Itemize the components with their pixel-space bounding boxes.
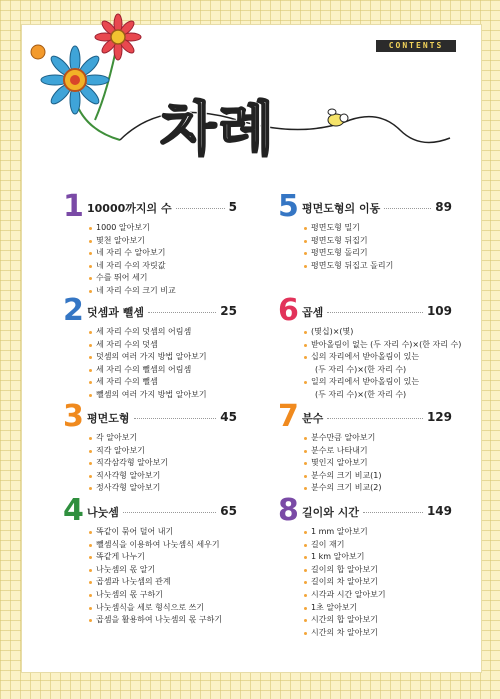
- toc-section-7: [278, 399, 452, 495]
- topic-list: [63, 326, 237, 402]
- topic-item: 분수의 크기 비교(2): [303, 482, 452, 495]
- topic-item: 1000 알아보기: [88, 222, 237, 235]
- topic-list: [63, 432, 237, 495]
- chapter-title: 길이와 시간: [302, 506, 359, 519]
- topic-item: 세 자리 수의 뺄셈: [88, 376, 237, 389]
- chapter-number: 1: [63, 189, 84, 224]
- page-number: 25: [220, 304, 237, 318]
- topic-list: [63, 526, 237, 627]
- chapter-title: 분수: [302, 412, 324, 425]
- chapter-number: 5: [278, 189, 299, 224]
- bee-icon: [328, 109, 348, 126]
- topic-item: 분수로 나타내기: [303, 445, 452, 458]
- leader-dots: [384, 208, 431, 209]
- topic-item: 분수만큼 알아보기: [303, 432, 452, 445]
- topic-item: 세 자리 수의 덧셈의 어림셈: [88, 326, 237, 339]
- page-number: 89: [435, 200, 452, 214]
- section-heading[interactable]: [63, 493, 237, 528]
- chapter-title: 덧셈과 뺄셈: [87, 306, 144, 319]
- big-flower-icon: [41, 46, 109, 114]
- bud-icon: [31, 45, 45, 59]
- section-heading[interactable]: [63, 293, 237, 328]
- toc-section-1: [63, 189, 237, 298]
- page-title: 차례: [160, 95, 277, 163]
- topic-item: 시간의 차 알아보기: [303, 627, 452, 640]
- toc-section-3: [63, 399, 237, 495]
- section-heading[interactable]: [278, 189, 452, 224]
- chapter-title: 평면도형의 이동: [302, 202, 381, 215]
- topic-item: 나눗셈식을 세로 형식으로 쓰기: [88, 602, 237, 615]
- topic-item: 일의 자리에서 받아올림이 있는: [303, 376, 452, 389]
- topic-item: 나눗셈의 몫 구하기: [88, 589, 237, 602]
- topic-item: 분수의 크기 비교(1): [303, 470, 452, 483]
- topic-item: 세 자리 수의 뺄셈의 어림셈: [88, 364, 237, 377]
- topic-list: [278, 526, 452, 639]
- section-heading[interactable]: [278, 493, 452, 528]
- topic-item: 1 mm 알아보기: [303, 526, 452, 539]
- topic-item: 길이 재기: [303, 539, 452, 552]
- topic-item: 직사각형 알아보기: [88, 470, 237, 483]
- leader-dots: [148, 312, 216, 313]
- page-number: 65: [220, 504, 237, 518]
- chapter-number: 6: [278, 293, 299, 328]
- small-flower-icon: [95, 14, 141, 60]
- page-number: 109: [426, 304, 452, 318]
- topic-item: 몇천 알아보기: [88, 235, 237, 248]
- topic-item: 네 자리 수 알아보기: [88, 247, 237, 260]
- topic-item: 네 자리 수의 크기 비교: [88, 285, 237, 298]
- section-heading[interactable]: [278, 399, 452, 434]
- topic-item: 덧셈의 여러 가지 방법 알아보기: [88, 351, 237, 364]
- topic-item: 뺄셈의 여러 가지 방법 알아보기: [88, 389, 237, 402]
- topic-item: 곱셈과 나눗셈의 관계: [88, 576, 237, 589]
- leader-dots: [134, 418, 216, 419]
- topic-item: 받아올림이 없는 (두 자리 수)×(한 자리 수): [303, 339, 452, 352]
- page-number: 149: [426, 504, 452, 518]
- toc-section-2: [63, 293, 237, 402]
- topic-item: 몇인지 알아보기: [303, 457, 452, 470]
- toc-section-5: [278, 189, 452, 272]
- section-heading[interactable]: [63, 399, 237, 434]
- topic-list: [278, 432, 452, 495]
- chapter-number: 7: [278, 399, 299, 434]
- topic-list: [63, 222, 237, 298]
- chapter-title: 평면도형: [87, 412, 130, 425]
- topic-item: 직각삼각형 알아보기: [88, 457, 237, 470]
- topic-item: 네 자리 수의 자릿값: [88, 260, 237, 273]
- leader-dots: [327, 418, 423, 419]
- topic-item: 각 알아보기: [88, 432, 237, 445]
- topic-item: 평면도형 밀기: [303, 222, 452, 235]
- topic-list: [278, 326, 462, 402]
- section-heading[interactable]: [278, 293, 452, 328]
- topic-item: 세 자리 수의 덧셈: [88, 339, 237, 352]
- chapter-title: 곱셈: [302, 306, 324, 319]
- topic-item: (두 자리 수)×(한 자리 수): [315, 364, 407, 374]
- leader-dots: [123, 512, 216, 513]
- leader-dots: [327, 312, 423, 313]
- chapter-number: 3: [63, 399, 84, 434]
- leader-dots: [363, 512, 423, 513]
- topic-item: 곱셈을 활용하여 나눗셈의 몫 구하기: [88, 614, 237, 627]
- topic-item: 시간의 합 알아보기: [303, 614, 452, 627]
- topic-item: (몇십)×(몇): [303, 326, 452, 339]
- chapter-title: 10000까지의 수: [87, 202, 172, 215]
- page-number: 5: [228, 200, 237, 214]
- page-number: 45: [220, 410, 237, 424]
- topic-item: 똑같이 묶어 덜어 내기: [88, 526, 237, 539]
- topic-item: (두 자리 수)×(한 자리 수): [315, 389, 407, 399]
- chapter-title: 나눗셈: [87, 506, 119, 519]
- leader-dots: [176, 208, 225, 209]
- page-number: 129: [426, 410, 452, 424]
- topic-item: 정사각형 알아보기: [88, 482, 237, 495]
- topic-item: 나눗셈의 몫 알기: [88, 564, 237, 577]
- topic-item: 똑같게 나누기: [88, 551, 237, 564]
- chapter-number: 2: [63, 293, 84, 328]
- topic-item: 평면도형 뒤집기: [303, 235, 452, 248]
- chapter-number: 4: [63, 493, 84, 528]
- topic-item: 뺄셈식을 이용하여 나눗셈식 세우기: [88, 539, 237, 552]
- toc-section-6: [278, 293, 462, 402]
- topic-item: 평면도형 뒤집고 돌리기: [303, 260, 452, 273]
- toc-section-4: [63, 493, 237, 627]
- chapter-number: 8: [278, 493, 299, 528]
- topic-list: [278, 222, 452, 272]
- topic-item: 1초 알아보기: [303, 602, 452, 615]
- topic-item: 길이의 합 알아보기: [303, 564, 452, 577]
- topic-item: 수를 뛰어 세기: [88, 272, 237, 285]
- topic-item: 십의 자리에서 받아올림이 있는: [303, 351, 452, 364]
- topic-item: 시각과 시간 알아보기: [303, 589, 452, 602]
- topic-item: 평면도형 돌리기: [303, 247, 452, 260]
- toc-section-8: [278, 493, 452, 639]
- topic-item: 1 km 알아보기: [303, 551, 452, 564]
- topic-item: 길이의 차 알아보기: [303, 576, 452, 589]
- section-heading[interactable]: [63, 189, 237, 224]
- topic-item: 직각 알아보기: [88, 445, 237, 458]
- contents-badge: CONTENTS: [376, 40, 456, 52]
